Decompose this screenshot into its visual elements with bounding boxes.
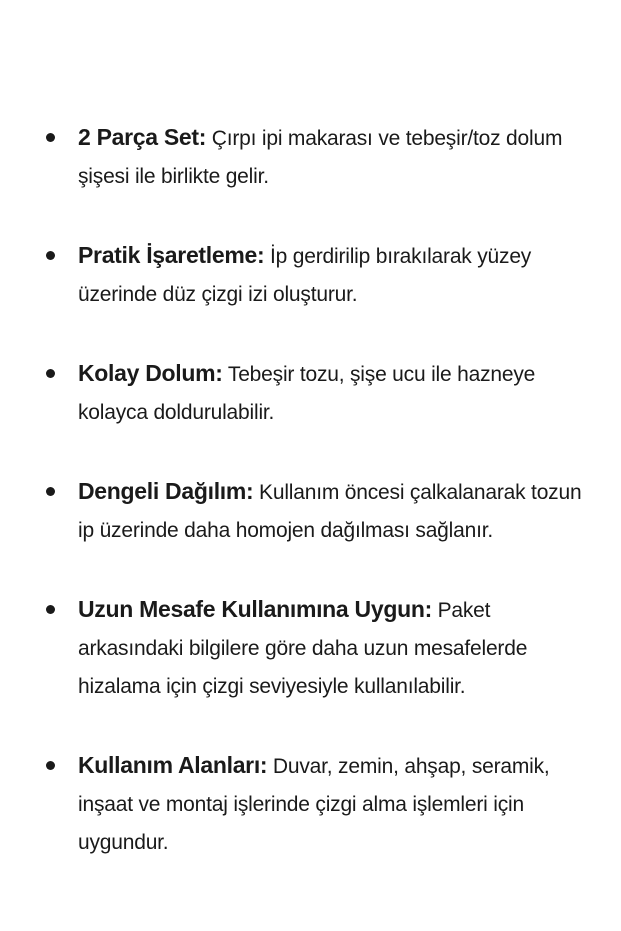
bullet-icon — [46, 487, 55, 496]
feature-title: Kullanım Alanları: — [78, 752, 268, 778]
feature-item-marking — [0, 236, 621, 314]
feature-item-long-distance — [0, 590, 621, 706]
feature-description: Duvar, zemin, ahşap, seramik, inşaat ve montaj işlerinde çizgi alma işlemleri için uygundur. — [78, 755, 550, 854]
feature-item-set — [0, 118, 621, 196]
feature-description: Tebeşir tozu, şişe ucu ile hazneye kolayca doldurulabilir. — [78, 363, 536, 424]
feature-description: Çırpı ipi makarası ve tebeşir/toz dolum şişesi ile birlikte gelir. — [78, 127, 563, 188]
feature-title: Pratik İşaretleme: — [78, 242, 265, 268]
bullet-icon — [46, 369, 55, 378]
feature-title: Uzun Mesafe Kullanımına Uygun: — [78, 596, 432, 622]
feature-title: 2 Parça Set: — [78, 124, 207, 150]
feature-item-distribution — [0, 472, 621, 550]
feature-description: Kullanım öncesi çalkalanarak tozun ip üzerinde daha homojen dağılması sağlanır. — [78, 481, 582, 542]
feature-description: Paket arkasındaki bilgilere göre daha uzun mesafelerde hizalama için çizgi seviyesiyle kullanılabilir. — [78, 599, 528, 698]
feature-item-usage-areas — [0, 746, 621, 862]
feature-title: Dengeli Dağılım: — [78, 478, 254, 504]
bullet-icon — [46, 761, 55, 770]
feature-item-filling — [0, 354, 621, 432]
bullet-icon — [46, 605, 55, 614]
bullet-icon — [46, 251, 55, 260]
feature-title: Kolay Dolum: — [78, 360, 223, 386]
bullet-icon — [46, 133, 55, 142]
feature-list — [0, 118, 621, 862]
feature-description: İp gerdirilip bırakılarak yüzey üzerinde düz çizgi izi oluşturur. — [78, 245, 532, 306]
